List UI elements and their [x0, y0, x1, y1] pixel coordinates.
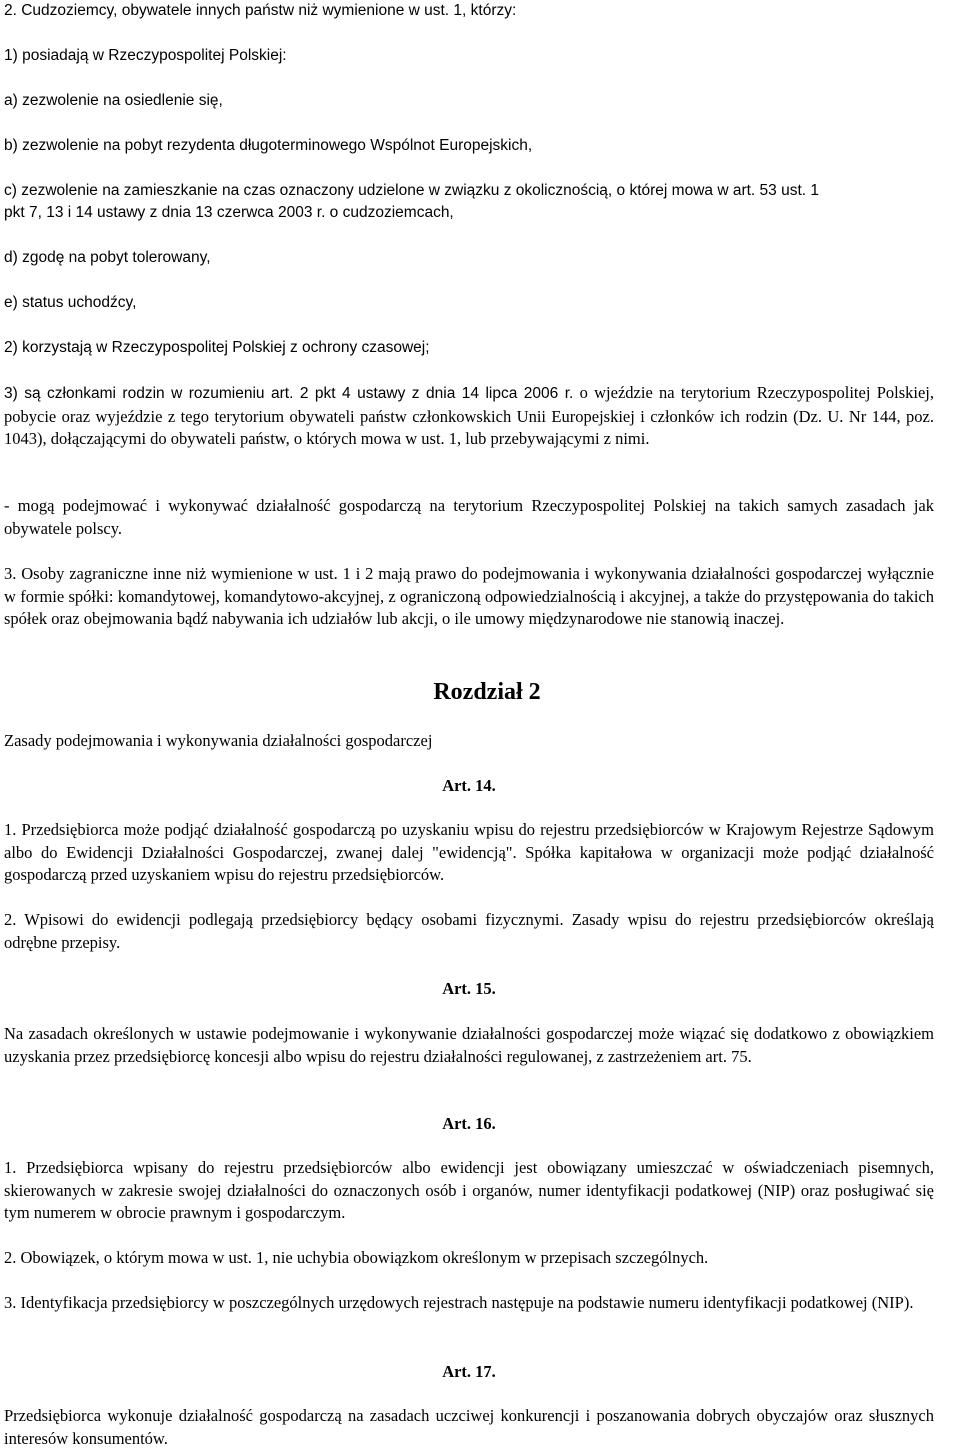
- article-15-paragraph: Na zasadach określonych w ustawie podejmowanie i wykonywanie działalności gospodarczej może wiązać się dodatkowo z obowiązkiem uzyskania przez przedsiębiorcę koncesji albo wpisu do rejestru działalności regulowanej, z zastrzeżeniem art. 75.: [4, 1024, 934, 1066]
- paragraph-dash-clause: - mogą podejmować i wykonywać działalność gospodarczą na terytorium Rzeczypospolitej Polskiej na takich samych zasadach jak obywatele polscy.: [4, 496, 934, 538]
- paragraph-item-2-point-2: 2) korzystają w Rzeczypospolitej Polskiej z ochrony czasowej;: [4, 339, 430, 356]
- article-14-paragraph-2: 2. Wpisowi do ewidencji podlegają przedsiębiorcy będący osobami fizycznymi. Zasady wpisu do rejestru przedsiębiorców określają odrębne przepisy.: [4, 910, 934, 952]
- paragraph-item-2: 2. Cudzoziemcy, obywatele innych państw niż wymienione w ust. 1, którzy:: [4, 2, 517, 19]
- article-17-title: Art. 17.: [442, 1362, 496, 1381]
- paragraph-item-d: d) zgodę na pobyt tolerowany,: [4, 249, 211, 266]
- article-15-title: Art. 15.: [442, 979, 496, 998]
- chapter-subtitle: Zasady podejmowania i wykonywania działalności gospodarczej: [4, 731, 433, 750]
- paragraph-item-c-line-1: c) zezwolenie na zamieszkanie na czas oznaczony udzielone w związku z okolicznością, o której mowa w art. 53 ust. 1: [4, 182, 819, 199]
- paragraph-item-3: [4, 382, 934, 451]
- paragraph-item-e: e) status uchodźcy,: [4, 294, 137, 311]
- article-16-paragraph-1: 1. Przedsiębiorca wpisany do rejestru przedsiębiorców albo ewidencji jest obowiązany umieszczać w oświadczeniach pisemnych, skierowanych w zakresie swojej działalności do oznaczonych osób i organów, numer identyfikacji podatkowej (NIP) oraz posługiwać się tym numerem w obrocie prawnym i gospodarczym.: [4, 1158, 934, 1222]
- chapter-title: Rozdział 2: [433, 679, 541, 705]
- article-17-paragraph: Przedsiębiorca wykonuje działalność gospodarczą na zasadach uczciwej konkurencji i poszanowania dobrych obyczajów oraz słusznych interesów konsumentów.: [4, 1406, 934, 1448]
- article-16-title: Art. 16.: [442, 1114, 496, 1133]
- paragraph-item-2-point-1: 1) posiadają w Rzeczypospolitej Polskiej:: [4, 47, 287, 64]
- article-14-title: Art. 14.: [442, 776, 496, 795]
- item-3-continuation: o wjeździe na terytorium Rzeczypospolitej Polskiej, pobycie oraz wyjeździe z tego terytorium obywateli państw członkowskich Unii Europejskiej i członków ich rodzin (Dz. U. Nr 144, poz. 1043), dołączającymi do obywateli państw, o których mowa w ust. 1, lub przebywającymi z nimi.: [4, 383, 934, 448]
- paragraph-item-c-line-2: pkt 7, 13 i 14 ustawy z dnia 13 czerwca 2003 r. o cudzoziemcach,: [4, 204, 454, 221]
- paragraph-3: 3. Osoby zagraniczne inne niż wymienione w ust. 1 i 2 mają prawo do podejmowania i wykonywania działalności gospodarczej wyłącznie w formie spółki: komandytowej, komandytowo-akcyjnej, z ograniczoną odpowiedzialnością i akcyjnej, a także do przystępowania do takich spółek oraz obejmowania bądź nabywania ich udziałów lub akcji, o ile umowy międzynarodowe nie stanowią inaczej.: [4, 564, 934, 628]
- paragraph-item-b: b) zezwolenie na pobyt rezydenta długoterminowego Wspólnot Europejskich,: [4, 137, 533, 154]
- paragraph-item-a: a) zezwolenie na osiedlenie się,: [4, 92, 223, 109]
- article-14-paragraph-1: 1. Przedsiębiorca może podjąć działalność gospodarczą po uzyskaniu wpisu do rejestru przedsiębiorców w Krajowym Rejestrze Sądowym albo do Ewidencji Działalności Gospodarczej, zwanej dalej "ewidencją". Spółka kapitałowa w organizacji może podjąć działalność gospodarczą przed uzyskaniem wpisu do rejestru przedsiębiorców.: [4, 820, 934, 884]
- item-3-intro: 3) są członkami rodzin w rozumieniu art. 2 pkt 4 ustawy z dnia 14 lipca 2006 r.: [4, 385, 574, 402]
- article-16-paragraph-2: 2. Obowiązek, o którym mowa w ust. 1, nie uchybia obowiązkom określonym w przepisach szczególnych.: [4, 1248, 709, 1267]
- article-16-paragraph-3: 3. Identyfikacja przedsiębiorcy w poszczególnych urzędowych rejestrach następuje na podstawie numeru identyfikacji podatkowej (NIP).: [4, 1293, 914, 1312]
